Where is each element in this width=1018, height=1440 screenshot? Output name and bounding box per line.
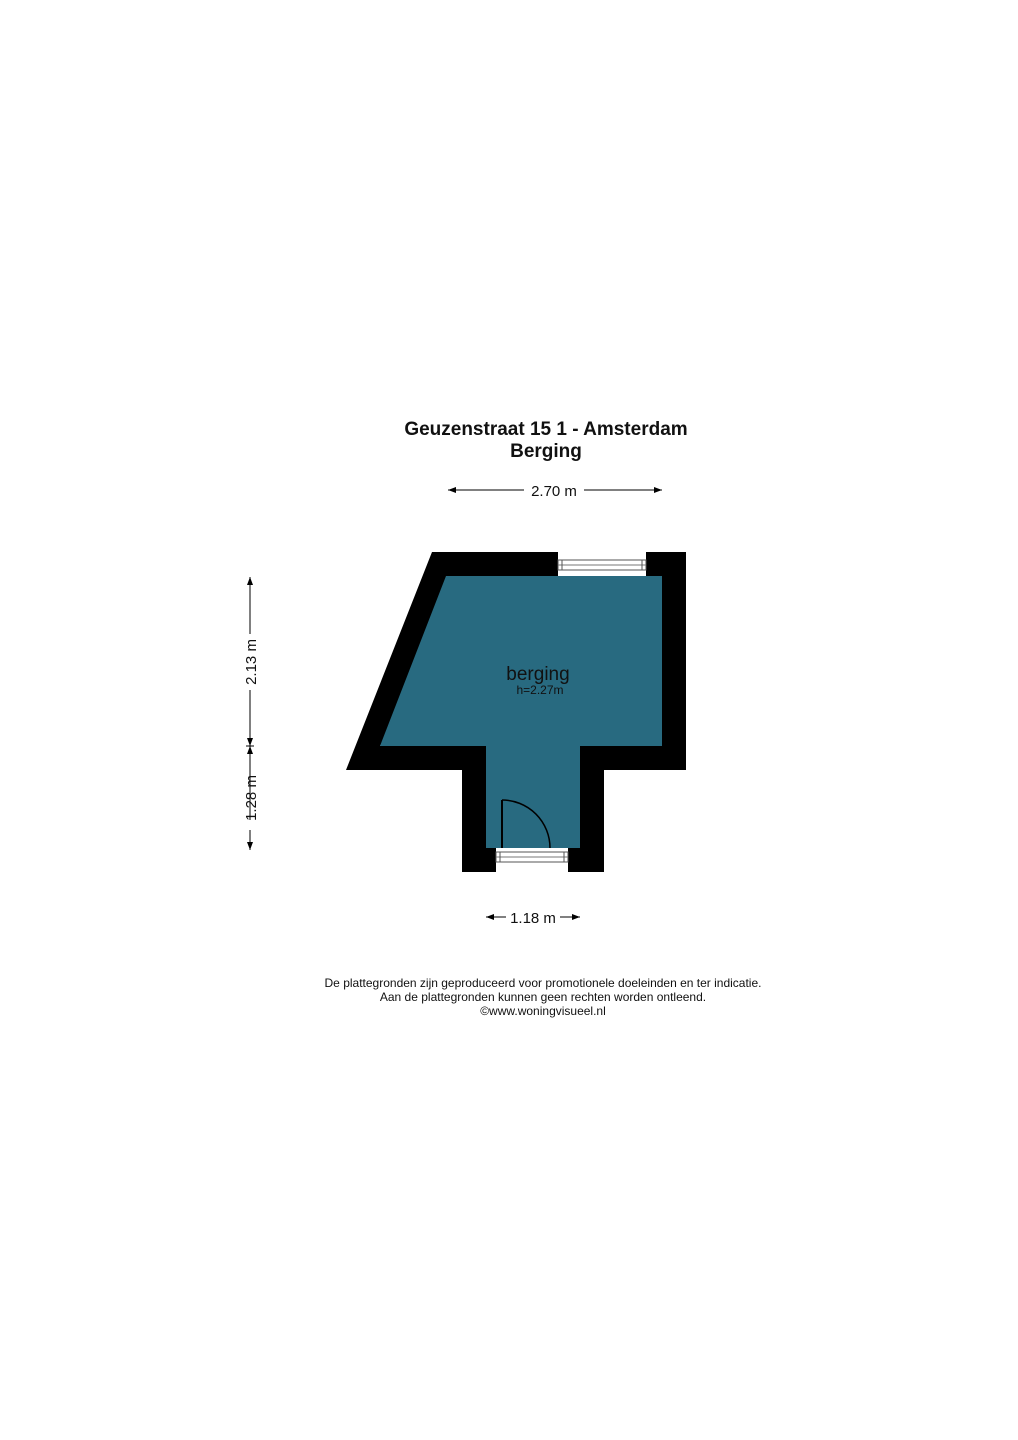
room-name-label: berging (506, 664, 570, 685)
disclaimer-line-1: De plattegronden zijn geproduceerd voor promotionele doeleinden en ter indicatie. (324, 976, 762, 990)
dimension-left-upper-label: 2.13 m (243, 639, 260, 685)
dimension-bottom (486, 910, 580, 927)
dimension-top-label: 2.70 m (531, 483, 577, 500)
dimension-left (243, 577, 260, 850)
copyright-line: ©www.woningvisueel.nl (480, 1004, 606, 1018)
floor-subtitle: Berging (510, 441, 582, 462)
window-bottom (496, 852, 568, 862)
dimension-top (448, 483, 662, 500)
room-height-label: h=2.27m (516, 683, 564, 697)
disclaimer-line-2: Aan de plattegronden kunnen geen rechten worden ontleend. (379, 990, 707, 1004)
dimension-bottom-label: 1.18 m (510, 910, 556, 927)
page-title: Geuzenstraat 15 1 - Amsterdam (404, 419, 688, 440)
dimension-left-lower-label: 1.28 m (243, 775, 260, 821)
window-top (558, 560, 646, 570)
